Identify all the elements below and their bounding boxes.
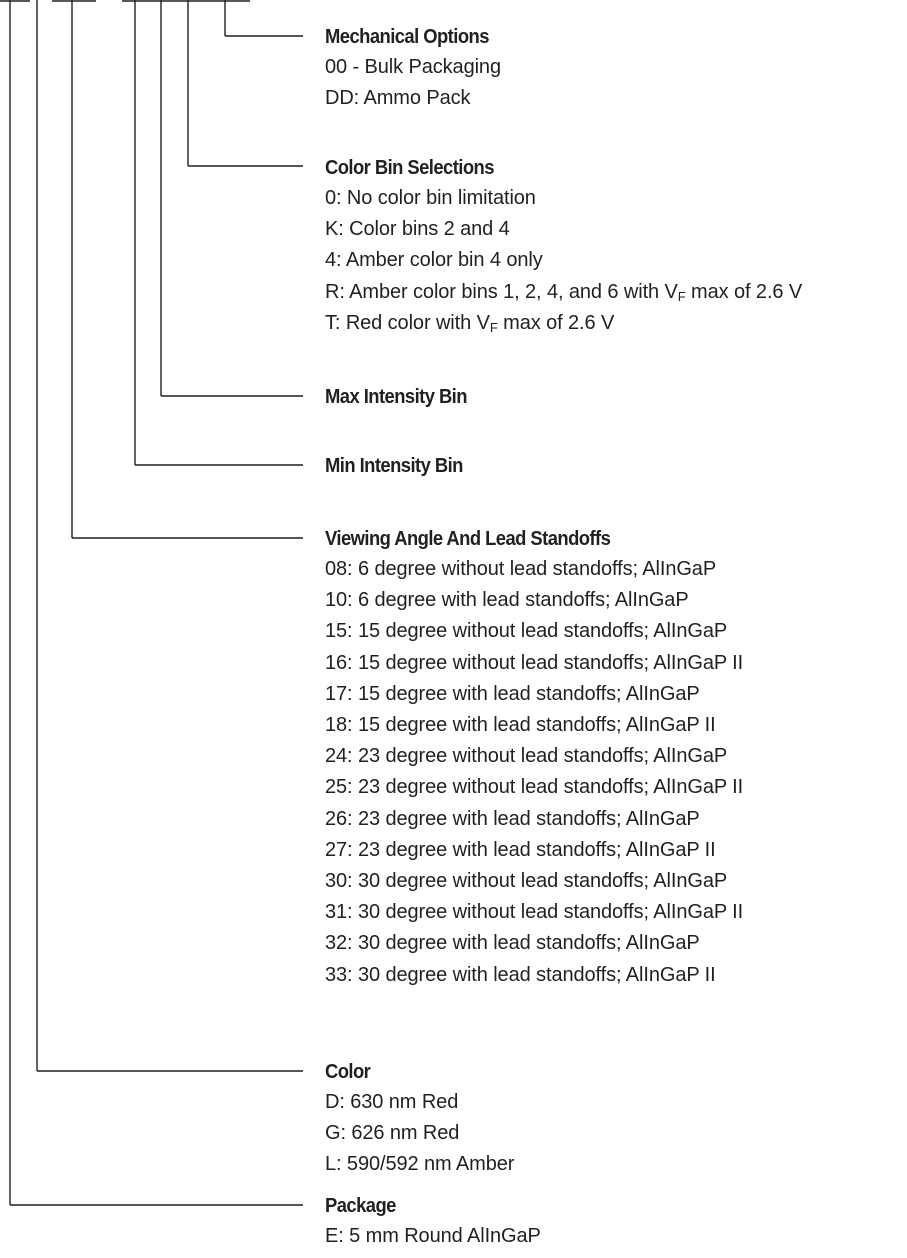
option-item: L: 590/592 nm Amber [325,1153,515,1176]
option-item: 27: 23 degree with lead standoffs; AlInGaP II [325,838,716,861]
section-mechanical-options [325,22,503,114]
option-item: 08: 6 degree without lead standoffs; AlInGaP [325,558,717,580]
vf-subscript: F [489,319,498,335]
option-item: 00 - Bulk Packaging [325,56,501,78]
heading-color: Color [325,1061,371,1083]
option-item: E: 5 mm Round AlInGaP [325,1225,541,1247]
section-color [325,1057,514,1181]
heading-max-intensity-bin: Max Intensity Bin [325,386,467,408]
heading-mechanical-options: Mechanical Options [325,26,489,48]
option-item-t [325,308,802,339]
heading-package: Package [325,1195,396,1217]
section-min-intensity-bin [325,451,475,481]
option-item: 24: 23 degree without lead standoffs; AlInGaP [325,745,728,768]
option-text: R: Amber color bins 1, 2, 4, and 6 with V [325,280,678,303]
option-item: 18: 15 degree with lead standoffs; AlInGaP II [325,714,716,737]
option-item: 16: 15 degree without lead standoffs; AlInGaP II [325,651,744,674]
option-item: DD: Ammo Pack [325,87,471,110]
heading-viewing-angle: Viewing Angle And Lead Standoffs [325,528,611,550]
option-item: 15: 15 degree without lead standoffs; AlInGaP [325,620,728,643]
option-text-suffix: max of 2.6 V [685,280,803,303]
section-max-intensity-bin [325,382,479,412]
option-item: 33: 30 degree with lead standoffs; AlInGaP II [325,963,716,986]
option-item: 30: 30 degree without lead standoffs; AlInGaP [325,870,728,893]
option-item: 25: 23 degree without lead standoffs; AlInGaP II [325,776,744,799]
option-item-r [325,277,802,308]
option-item: 32: 30 degree with lead standoffs; AlInGaP [325,932,700,955]
section-viewing-angle [325,524,743,991]
option-item: 4: Amber color bin 4 only [325,249,543,272]
option-item: 17: 15 degree with lead standoffs; AlInGaP [325,682,700,705]
section-color-bin-selections [325,153,802,339]
option-item: 31: 30 degree without lead standoffs; AlInGaP II [325,901,744,924]
option-item: 10: 6 degree with lead standoffs; AlInGaP [325,589,689,612]
vf-subscript: F [677,288,686,304]
option-text-suffix: max of 2.6 V [497,311,615,334]
option-item: 26: 23 degree with lead standoffs; AlInGaP [325,807,700,830]
option-item: K: Color bins 2 and 4 [325,218,510,241]
option-text: T: Red color with V [325,311,490,334]
option-item: G: 626 nm Red [325,1122,460,1145]
option-item: D: 630 nm Red [325,1091,459,1113]
heading-color-bin-selections: Color Bin Selections [325,157,494,179]
section-package [325,1191,541,1252]
heading-min-intensity-bin: Min Intensity Bin [325,455,463,477]
option-item: 0: No color bin limitation [325,187,536,209]
